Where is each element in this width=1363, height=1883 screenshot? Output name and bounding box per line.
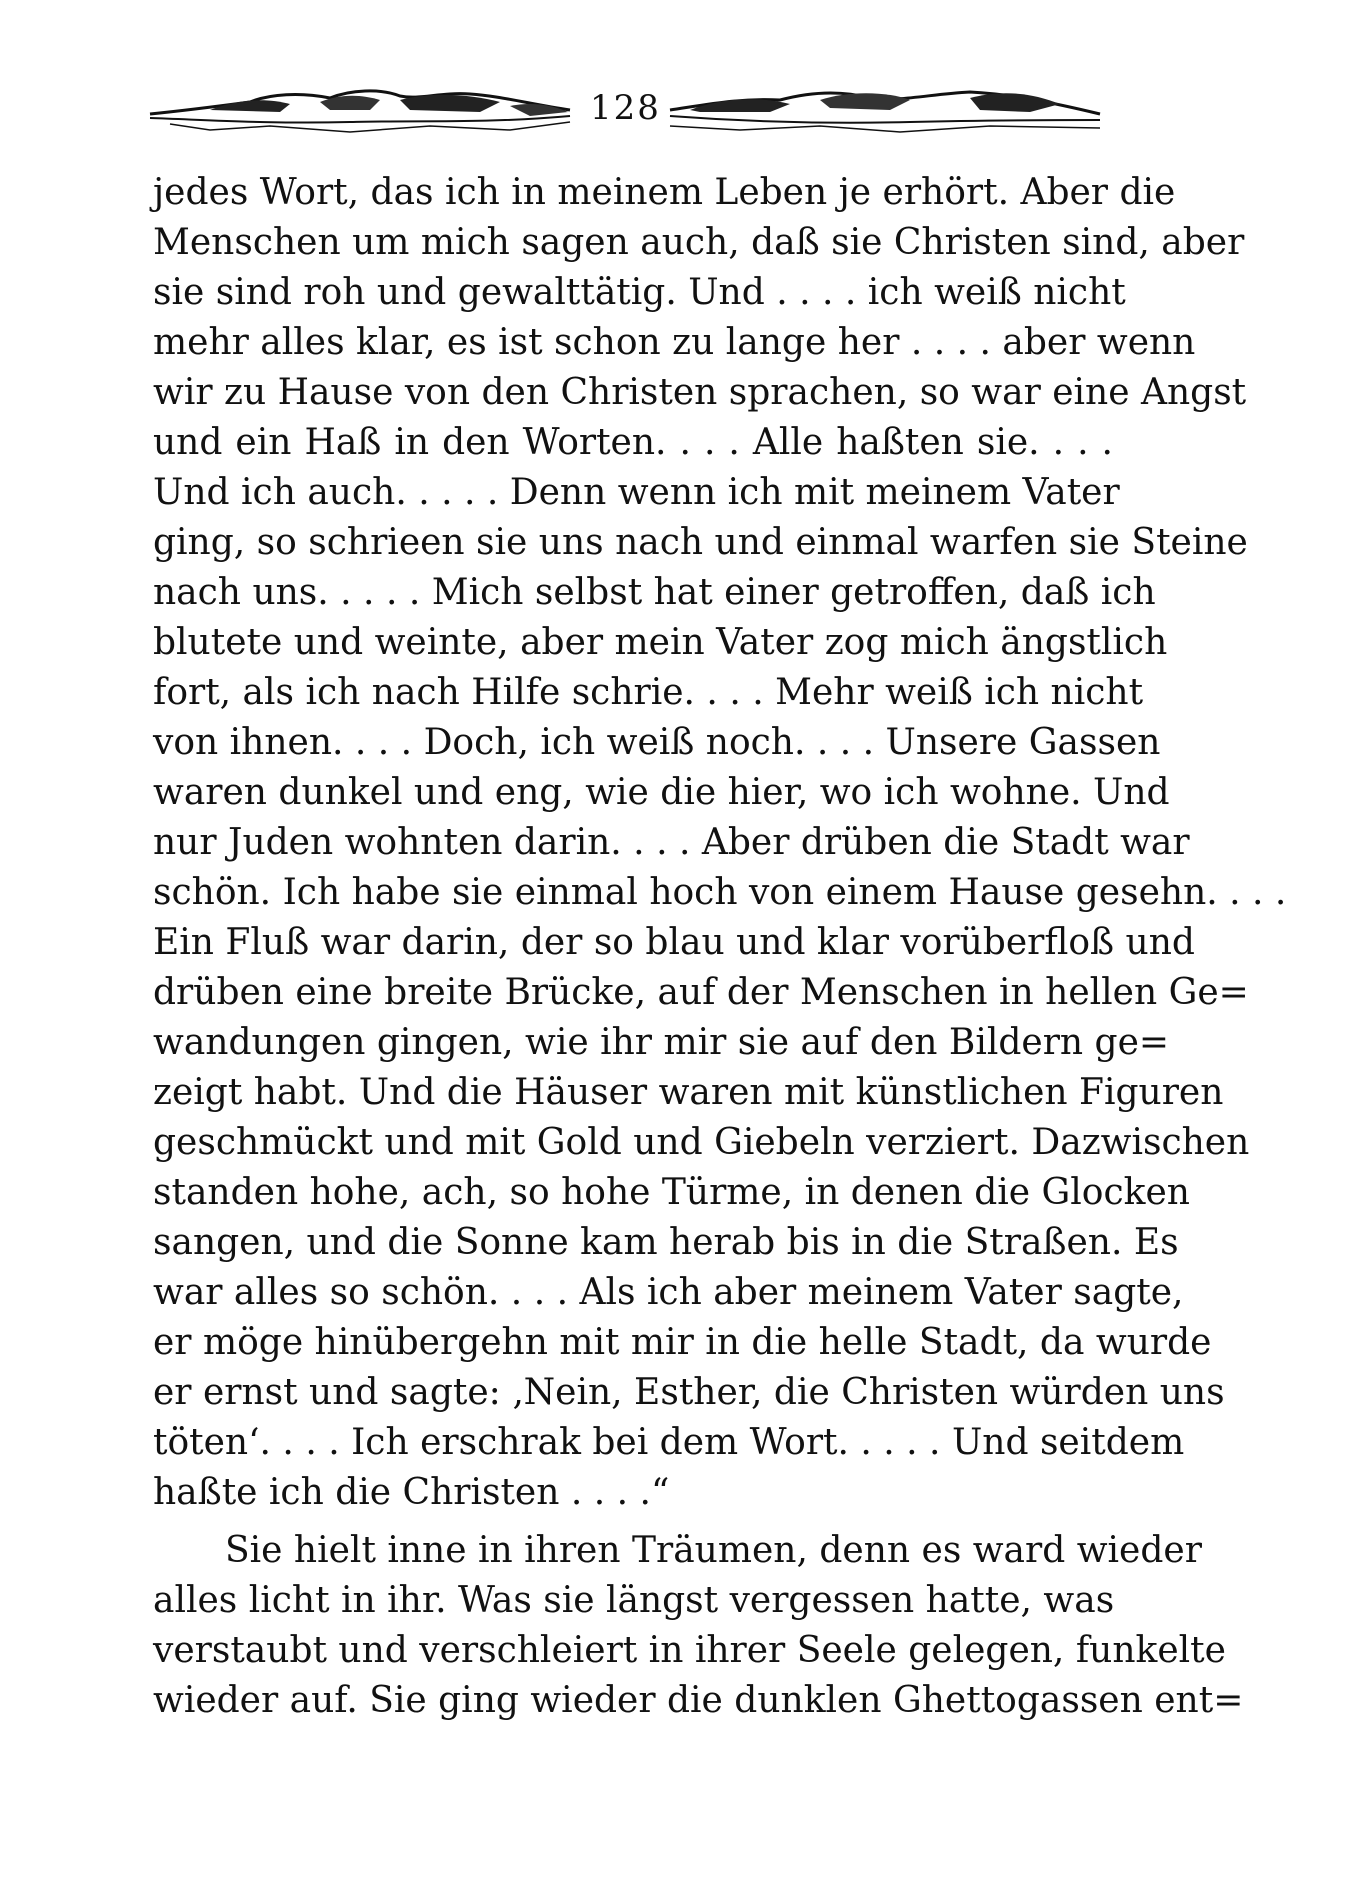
text-line: von ihnen. . . . Doch, ich weiß noch. . . . Unsere Gassen: [153, 722, 1161, 763]
text-line: fort, als ich nach Hilfe schrie. . . . Mehr weiß ich nicht: [153, 672, 1144, 713]
text-line: Menschen um mich sagen auch, daß sie Christen sind, aber: [153, 222, 1245, 263]
text-line: waren dunkel und eng, wie die hier, wo ich wohne. Und: [153, 772, 1170, 813]
text-line: töten‘. . . . Ich erschrak bei dem Wort. . . . . Und seitdem: [153, 1422, 1185, 1463]
text-line: wir zu Hause von den Christen sprachen, so war eine Angst: [153, 372, 1247, 413]
text-line: wandungen gingen, wie ihr mir sie auf den Bildern ge=: [153, 1022, 1170, 1063]
text-line: Sie hielt inne in ihren Träumen, denn es ward wieder: [225, 1530, 1202, 1571]
text-line: standen hohe, ach, so hohe Türme, in denen die Glocken: [153, 1172, 1190, 1213]
text-line: haßte ich die Christen . . . .“: [153, 1472, 670, 1513]
text-line: war alles so schön. . . . Als ich aber meinem Vater sagte,: [153, 1272, 1184, 1313]
text-line: ging, so schrieen sie uns nach und einmal warfen sie Steine: [153, 522, 1248, 563]
text-line: und ein Haß in den Worten. . . . Alle haßten sie. . . .: [153, 422, 1113, 463]
text-line: sie sind roh und gewalttätig. Und . . . . ich weiß nicht: [153, 272, 1126, 313]
text-line: wieder auf. Sie ging wieder die dunklen Ghettogassen ent=: [153, 1680, 1244, 1721]
text-line: geschmückt und mit Gold und Giebeln verziert. Dazwischen: [153, 1122, 1250, 1163]
paragraph: [153, 1526, 1244, 1726]
text-line: nach uns. . . . . Mich selbst hat einer getroffen, daß ich: [153, 572, 1156, 613]
text-line: Und ich auch. . . . . Denn wenn ich mit meinem Vater: [153, 472, 1120, 513]
text-line: verstaubt und verschleiert in ihrer Seele gelegen, funkelte: [153, 1630, 1226, 1671]
text-line: alles licht in ihr. Was sie längst vergessen hatte, was: [153, 1580, 1115, 1621]
text-line: Ein Fluß war darin, der so blau und klar vorüberfloß und: [153, 922, 1195, 963]
text-line: blutete und weinte, aber mein Vater zog mich ängstlich: [153, 622, 1168, 663]
text-line: mehr alles klar, es ist schon zu lange her . . . . aber wenn: [153, 322, 1196, 363]
text-line: schön. Ich habe sie einmal hoch von einem Hause gesehn. . . .: [153, 872, 1287, 913]
text-line: er ernst und sagte: ‚Nein, Esther, die Christen würden uns: [153, 1372, 1225, 1413]
body-text: [153, 168, 1287, 1726]
text-line: drüben eine breite Brücke, auf der Menschen in hellen Ge=: [153, 972, 1249, 1013]
page-header: [150, 70, 1100, 150]
text-line: sangen, und die Sonne kam herab bis in die Straßen. Es: [153, 1222, 1179, 1263]
landscape-vignette-icon: [150, 80, 570, 140]
text-line: er möge hinübergehn mit mir in die helle Stadt, da wurde: [153, 1322, 1212, 1363]
landscape-vignette-icon: [670, 80, 1100, 140]
page-number: 128: [590, 88, 661, 128]
text-line: nur Juden wohnten darin. . . . Aber drüben die Stadt war: [153, 822, 1190, 863]
text-line: zeigt habt. Und die Häuser waren mit künstlichen Figuren: [153, 1072, 1224, 1113]
paragraph: [153, 168, 1287, 1518]
text-line: jedes Wort, das ich in meinem Leben je erhört. Aber die: [153, 172, 1176, 213]
